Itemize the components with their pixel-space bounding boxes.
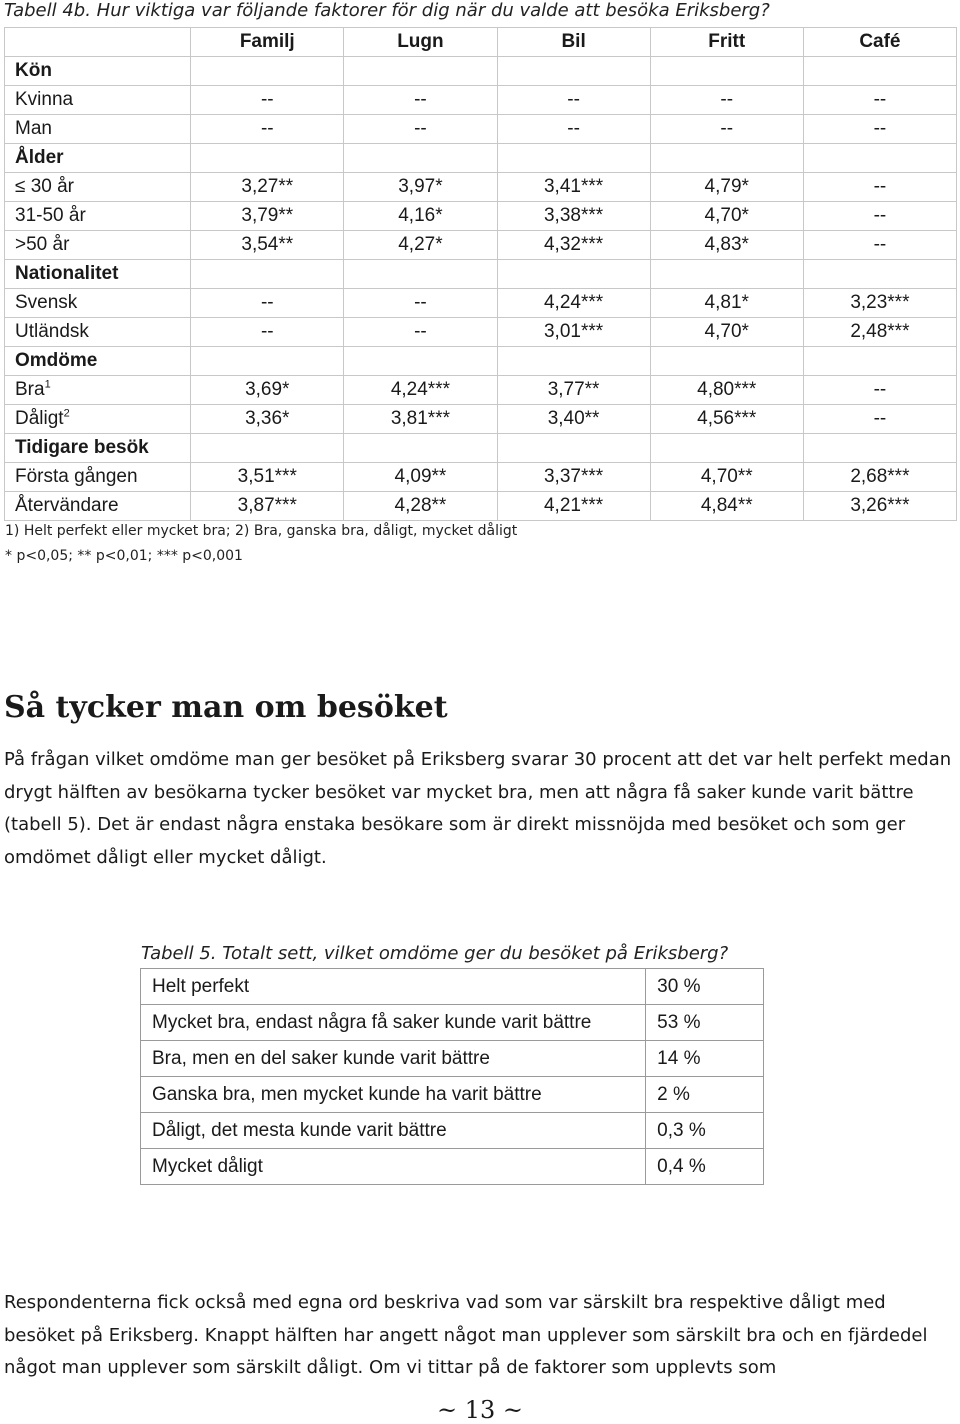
section-label xyxy=(5,347,191,376)
table-cell xyxy=(650,347,803,376)
table-cell: -- xyxy=(344,289,497,318)
table-cell: 4,79* xyxy=(650,173,803,202)
table-cell: 3,36* xyxy=(191,405,344,434)
table-cell xyxy=(650,260,803,289)
table-row xyxy=(5,289,957,318)
table-cell xyxy=(497,260,650,289)
table-cell: 3,51*** xyxy=(191,463,344,492)
table-cell: 3,01*** xyxy=(497,318,650,347)
table-cell: 4,24*** xyxy=(497,289,650,318)
section-label xyxy=(5,57,191,86)
table-cell xyxy=(803,347,956,376)
table-cell xyxy=(191,434,344,463)
table-cell: 3,81*** xyxy=(344,405,497,434)
table-cell xyxy=(803,57,956,86)
table-cell: 3,23*** xyxy=(803,289,956,318)
page-number: ~ 13 ~ xyxy=(436,1396,523,1424)
row-label-text: Tidigare besök xyxy=(15,437,149,458)
table-cell xyxy=(497,434,650,463)
table-cell: 3,87*** xyxy=(191,492,344,521)
table-cell: -- xyxy=(803,115,956,144)
table-cell: 3,54** xyxy=(191,231,344,260)
table-cell: -- xyxy=(191,115,344,144)
row-label-text: Svensk xyxy=(15,292,78,313)
table-cell xyxy=(191,57,344,86)
table-row xyxy=(5,202,957,231)
table-row xyxy=(5,231,957,260)
table-cell xyxy=(344,144,497,173)
body-paragraph: Respondenterna fick också med egna ord beskriva vad som var särskilt bra respektive dåligt med besöket på Eriksberg. Knappt hälften har angett något man upplever som särskilt bra och en fjärdedel något man upplever som särskilt dåligt. Om vi tittar på de faktorer som upplevts som xyxy=(4,1292,928,1378)
table-5-body xyxy=(141,969,764,1185)
table-cell: 3,79** xyxy=(191,202,344,231)
table-cell: -- xyxy=(803,202,956,231)
body-paragraph: På frågan vilket omdöme man ger besöket på Eriksberg svarar 30 procent att det var helt perfekt medan drygt hälften av besökarna tycker besöket var mycket bra, men att några få saker kunde varit bättre (tabell 5). Det är endast några enstaka besökare som är direkt missnöjda med besöket och som ger omdömet dåligt eller mycket dåligt. xyxy=(4,749,952,868)
table-cell: 4,83* xyxy=(650,231,803,260)
table-cell: -- xyxy=(344,86,497,115)
column-header: Café xyxy=(803,28,956,57)
table-cell xyxy=(803,144,956,173)
table-cell: -- xyxy=(191,318,344,347)
table-cell: -- xyxy=(344,318,497,347)
footnote-marker: 2 xyxy=(63,407,70,420)
table-cell: 4,81* xyxy=(650,289,803,318)
row-label-text: >50 år xyxy=(15,234,70,255)
table-row xyxy=(141,1113,764,1149)
row-label xyxy=(5,405,191,434)
row-label-text: 31-50 år xyxy=(15,205,86,226)
table-cell: -- xyxy=(803,231,956,260)
table-cell xyxy=(650,434,803,463)
rating-label: Ganska bra, men mycket kunde ha varit bättre xyxy=(141,1077,646,1113)
table-cell: -- xyxy=(650,86,803,115)
row-label xyxy=(5,86,191,115)
section-label xyxy=(5,260,191,289)
table-row xyxy=(141,1149,764,1185)
table-cell xyxy=(803,260,956,289)
table-cell: -- xyxy=(344,115,497,144)
section-label xyxy=(5,144,191,173)
table-row xyxy=(141,969,764,1005)
row-label-text: Nationalitet xyxy=(15,263,119,284)
table-cell xyxy=(191,347,344,376)
table-cell: 4,70* xyxy=(650,318,803,347)
table-row xyxy=(141,1077,764,1113)
table-cell: 4,84** xyxy=(650,492,803,521)
rating-label: Bra, men en del saker kunde varit bättre xyxy=(141,1041,646,1077)
row-label-text: Bra xyxy=(15,379,45,400)
rating-label: Dåligt, det mesta kunde varit bättre xyxy=(141,1113,646,1149)
table-cell: 4,21*** xyxy=(497,492,650,521)
table-4b-corner-cell xyxy=(5,28,191,57)
table-4b-body xyxy=(5,57,957,521)
table-cell: -- xyxy=(650,115,803,144)
row-label-text: Första gången xyxy=(15,466,138,487)
section-row xyxy=(5,434,957,463)
rating-label: Mycket bra, endast några få saker kunde varit bättre xyxy=(141,1005,646,1041)
table-cell xyxy=(344,434,497,463)
rating-share: 0,4 % xyxy=(646,1149,764,1185)
table-cell xyxy=(344,347,497,376)
table-cell xyxy=(344,260,497,289)
table-cell: 4,24*** xyxy=(344,376,497,405)
row-label-text: Man xyxy=(15,118,52,139)
table-cell: -- xyxy=(191,86,344,115)
table-row xyxy=(5,492,957,521)
row-label-text: Kön xyxy=(15,60,52,81)
row-label xyxy=(5,231,191,260)
table-cell xyxy=(497,57,650,86)
table-row xyxy=(5,318,957,347)
table-cell: 4,16* xyxy=(344,202,497,231)
row-label xyxy=(5,463,191,492)
rating-share: 0,3 % xyxy=(646,1113,764,1149)
table-cell: 3,37*** xyxy=(497,463,650,492)
table-4b-header-row xyxy=(5,28,957,57)
table-cell xyxy=(650,144,803,173)
table-cell: 4,09** xyxy=(344,463,497,492)
rating-label: Mycket dåligt xyxy=(141,1149,646,1185)
row-label xyxy=(5,173,191,202)
table-5-caption: Tabell 5. Totalt sett, vilket omdöme ger du besöket på Eriksberg? xyxy=(141,943,729,964)
table-row xyxy=(141,1005,764,1041)
table-cell: 3,97* xyxy=(344,173,497,202)
row-label-text: Återvändare xyxy=(15,495,119,516)
table-cell: 3,38*** xyxy=(497,202,650,231)
table-cell: 3,27** xyxy=(191,173,344,202)
row-label xyxy=(5,318,191,347)
table-5 xyxy=(140,968,764,1185)
section-row xyxy=(5,57,957,86)
row-label-text: Omdöme xyxy=(15,350,98,371)
row-label xyxy=(5,492,191,521)
row-label-text: Dåligt xyxy=(15,408,64,429)
table-cell: 4,70* xyxy=(650,202,803,231)
table-cell: 3,77** xyxy=(497,376,650,405)
column-header: Familj xyxy=(191,28,344,57)
table-cell: 3,26*** xyxy=(803,492,956,521)
table-4b-footnote-significance: * p<0,05; ** p<0,01; *** p<0,001 xyxy=(5,548,243,564)
table-cell: -- xyxy=(497,86,650,115)
row-label-text: Ålder xyxy=(15,147,64,168)
table-cell: -- xyxy=(803,173,956,202)
table-cell: 3,41*** xyxy=(497,173,650,202)
table-cell: 4,32*** xyxy=(497,231,650,260)
table-row xyxy=(5,86,957,115)
table-cell: -- xyxy=(191,289,344,318)
table-row xyxy=(5,173,957,202)
row-label xyxy=(5,202,191,231)
table-cell: -- xyxy=(497,115,650,144)
row-label xyxy=(5,115,191,144)
rating-label: Helt perfekt xyxy=(141,969,646,1005)
table-cell: 3,40** xyxy=(497,405,650,434)
section-row xyxy=(5,144,957,173)
table-cell xyxy=(191,260,344,289)
table-cell: 2,48*** xyxy=(803,318,956,347)
table-row xyxy=(5,463,957,492)
column-header: Bil xyxy=(497,28,650,57)
table-row xyxy=(5,405,957,434)
table-cell: 4,80*** xyxy=(650,376,803,405)
table-cell: -- xyxy=(803,86,956,115)
row-label xyxy=(5,376,191,405)
section-row xyxy=(5,347,957,376)
rating-share: 14 % xyxy=(646,1041,764,1077)
row-label xyxy=(5,289,191,318)
table-row xyxy=(141,1041,764,1077)
table-cell xyxy=(803,434,956,463)
table-cell: 4,28** xyxy=(344,492,497,521)
table-cell: 4,70** xyxy=(650,463,803,492)
section-row xyxy=(5,260,957,289)
table-4b-caption: Tabell 4b. Hur viktiga var följande faktorer för dig när du valde att besöka Eriksberg? xyxy=(4,0,770,21)
section-label xyxy=(5,434,191,463)
row-label-text: Utländsk xyxy=(15,321,89,342)
rating-share: 30 % xyxy=(646,969,764,1005)
table-4b-footnote-ratings: 1) Helt perfekt eller mycket bra; 2) Bra, ganska bra, dåligt, mycket dåligt xyxy=(5,523,518,539)
column-header: Lugn xyxy=(344,28,497,57)
table-cell xyxy=(191,144,344,173)
table-cell: 4,27* xyxy=(344,231,497,260)
column-header: Fritt xyxy=(650,28,803,57)
table-cell xyxy=(497,144,650,173)
footnote-marker: 1 xyxy=(44,378,51,391)
table-4b xyxy=(4,27,957,521)
table-cell: 2,68*** xyxy=(803,463,956,492)
table-cell: 3,69* xyxy=(191,376,344,405)
table-cell: -- xyxy=(803,376,956,405)
table-cell: 4,56*** xyxy=(650,405,803,434)
table-cell xyxy=(344,57,497,86)
row-label-text: ≤ 30 år xyxy=(15,176,75,197)
rating-share: 53 % xyxy=(646,1005,764,1041)
table-row xyxy=(5,115,957,144)
table-cell xyxy=(650,57,803,86)
table-row xyxy=(5,376,957,405)
row-label-text: Kvinna xyxy=(15,89,74,110)
table-cell: -- xyxy=(803,405,956,434)
section-heading: Så tycker man om besöket xyxy=(4,690,448,725)
rating-share: 2 % xyxy=(646,1077,764,1113)
table-cell xyxy=(497,347,650,376)
